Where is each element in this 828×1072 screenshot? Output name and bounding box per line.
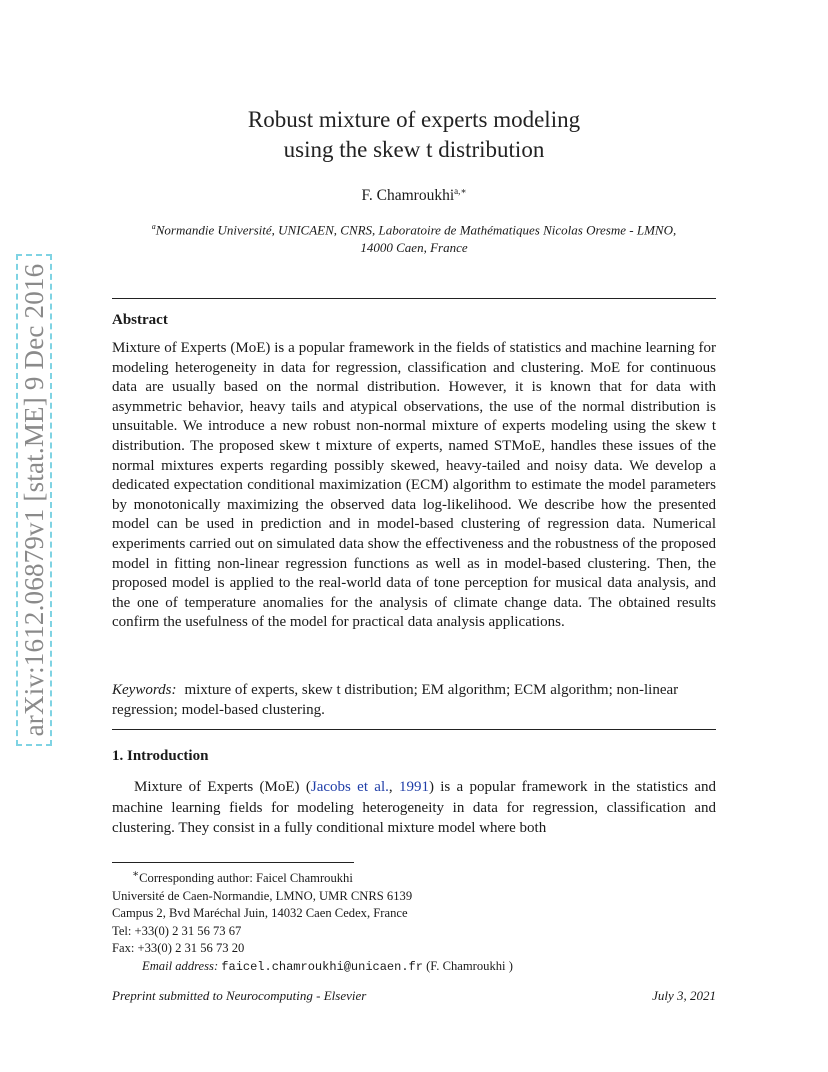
paper-title (112, 105, 716, 165)
abstract-heading: Abstract (112, 312, 168, 328)
author-marks: a,∗ (454, 186, 467, 196)
keywords (112, 680, 716, 720)
intro-text-rest: ) is a popular framework in the statistics and machine learning fields for modeling heterogeneity in data for regression, classification and clustering. They consist in a fully conditional mixture model where both (112, 779, 716, 836)
abstract-text: Mixture of Experts (MoE) is a popular framework in the fields of statistics and machine learning for modeling heterogeneity in data for regression, classification and clustering. MoE for continuous data are usually based on the normal distribution. However, it is known that for data with asymmetric behavior, heavy tails and atypical observations, the use of the normal distribution is unsuitable. We introduce a new robust non-normal mixture of experts modeling using the skew t distribution. The proposed skew t mixture of experts, named STMoE, handles these issues of the normal mixtures experts regarding possibly skewed, heavy-tailed and noisy data. We develop a dedicated expectation conditional maximization (ECM) algorithm to estimate the model parameters by monotonically maximizing the observed data log-likelihood. We describe how the presented model can be used in prediction and in model-based clustering of regression data. Numerical experiments carried out on simulated data show the effectiveness and the robustness of the proposed model in fitting non-linear regression functions as well as in model-based clustering. Then, the proposed model is applied to the real-world data of tone perception for musical data analysis, and the one of temperature anomalies for the analysis of climate change data. The obtained results confirm the usefulness of the model for practical data analysis applications. (112, 340, 716, 631)
email-address[interactable]: faicel.chamroukhi@unicaen.fr (221, 959, 423, 974)
footnote-fax: Fax: +33(0) 2 31 56 73 20 (112, 941, 245, 956)
keywords-text: mixture of experts, skew t distribution; EM algorithm; ECM algorithm; non-linear regression; model-based clustering. (112, 682, 679, 718)
author (112, 186, 716, 205)
title-line-2: using the skew t distribution (283, 137, 545, 162)
title-line-1: Robust mixture of experts modeling (247, 107, 581, 132)
introduction-text (112, 777, 716, 839)
affiliation-line-1: Normandie Université, UNICAEN, CNRS, Laboratoire de Mathématiques Nicolas Oresme - LMNO, (155, 222, 677, 238)
keywords-label: Keywords: (112, 682, 177, 698)
author-name: F. Chamroukhi (361, 187, 455, 205)
footnote-corresponding: Corresponding author: Faicel Chamroukhi (139, 871, 353, 886)
footnote-tel: Tel: +33(0) 2 31 56 73 67 (112, 923, 242, 938)
affiliation-line-2: 14000 Caen, France (360, 240, 468, 256)
footer-journal: Preprint submitted to Neurocomputing - Elsevier (112, 988, 367, 1003)
footnote-mark: ∗ (132, 869, 140, 880)
citation-year-link[interactable]: 1991 (398, 779, 429, 795)
footnote-address-line-1: Université de Caen-Normandie, LMNO, UMR CNRS 6139 (112, 888, 413, 903)
email-owner: (F. Chamroukhi ) (426, 958, 513, 973)
affiliation (112, 218, 716, 257)
footnote (112, 866, 716, 976)
footnote-rule (112, 862, 354, 863)
intro-text-start: Mixture of Experts (MoE) ( (134, 779, 311, 795)
footer-date: July 3, 2021 (652, 988, 716, 1003)
abstract-top-rule (112, 298, 716, 299)
citation-separator: , (388, 779, 399, 795)
footnote-address-line-2: Campus 2, Bvd Maréchal Juin, 14032 Caen Cedex, France (112, 906, 408, 921)
citation-author-link[interactable]: Jacobs et al. (310, 779, 389, 795)
arxiv-identifier: arXiv:1612.06879v1 [stat.ME] 9 Dec 2016 (19, 263, 49, 737)
email-label: Email address: (142, 958, 219, 973)
section-heading-introduction: 1. Introduction (112, 748, 209, 764)
affiliation-mark: a (151, 222, 156, 231)
abstract-bottom-rule (112, 729, 716, 730)
